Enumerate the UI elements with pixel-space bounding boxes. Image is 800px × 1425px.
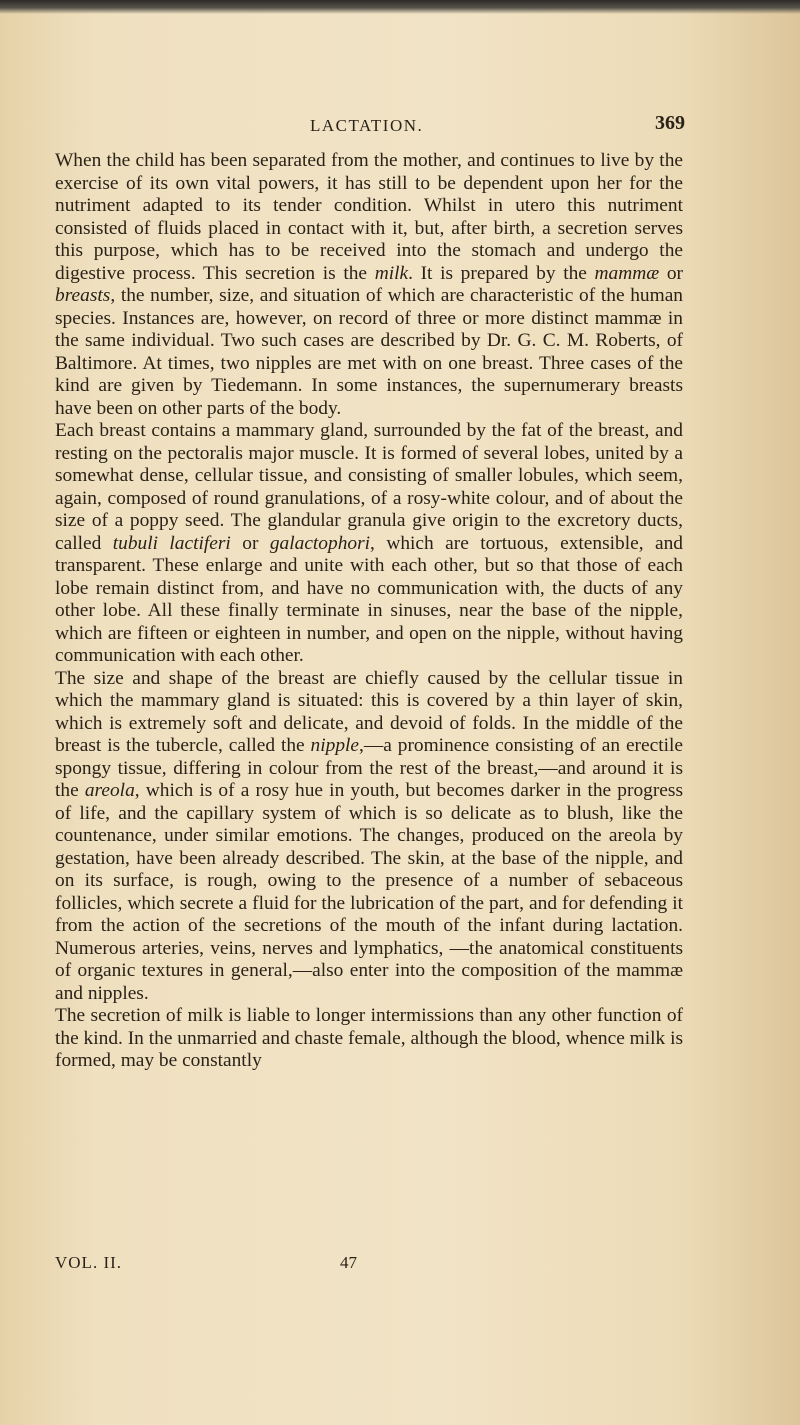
text-run: , which are tortuous, extensible, and transparent. These enlarge and unite with each other, but so that those of each lobe remain distinct from, and have no communication with, the ducts of any other lobe. All these finally terminate in sinuses, near the base of the nipple, which are fifteen or eighteen in number, and open on the nipple, without having communication with each other. <box>55 532 683 666</box>
running-head: LACTATION. <box>310 116 424 135</box>
italic-term: areola <box>84 780 135 801</box>
text-run: The size and shape of the breast are chiefly caused by the cellular tissue in which the mammary gland is situated: this is covered by a thin layer of skin, which is extremely soft and delicate, and devoid of folds. In the middle of the breast is the tubercle, called the <box>55 667 683 756</box>
text-run: or <box>659 262 683 284</box>
text-run: , the number, size, and situation of which are characteristic of the human species. Instances are, however, on record of three or more distinct mammæ in the same individual. Two such cases are described by Dr. G. C. M. Roberts, of Baltimore. At times, two nipples are met with on one breast. Three cases of the kind are given by Tiedemann. In some instances, the supernumerary breasts have been on other parts of the body. <box>55 285 683 419</box>
italic-term: tubuli lactiferi <box>112 532 231 554</box>
text-run: . It is prepared by the <box>408 262 595 284</box>
paragraph <box>55 420 683 668</box>
volume-label: VOL. II. <box>55 1253 123 1272</box>
paragraph <box>55 1005 683 1073</box>
italic-term: breasts <box>55 285 111 306</box>
italic-term: nipple <box>310 735 360 756</box>
text-run: The secretion of milk is liable to longer intermissions than any other function of the kind. In the unmarried and chaste female, although the blood, whence milk is formed, may be constantly <box>55 1005 683 1071</box>
paragraph <box>55 150 683 420</box>
page-header <box>0 100 800 140</box>
page-number: 369 <box>655 112 685 134</box>
signature-mark: 47 <box>340 1253 357 1272</box>
text-run: ,—a prominence consisting of an erectile spongy tissue, differing in colour from the rest of the breast,—and around it is the <box>55 735 683 801</box>
text-run: or <box>230 532 270 554</box>
italic-term: milk <box>374 262 409 284</box>
italic-term: mammæ <box>594 262 660 284</box>
paragraph <box>55 668 683 1006</box>
text-run: Each breast contains a mammary gland, surrounded by the fat of the breast, and resting on the pectoralis major muscle. It is formed of several lobes, united by a somewhat dense, cellular tissue, and consisting of smaller lobules, which seem, again, composed of round granulations, of a rosy-white colour, and of about the size of a poppy seed. The glandular granula give origin to the excretory ducts, called <box>55 420 683 554</box>
page-top-edge <box>0 0 800 14</box>
page-footer <box>55 1253 683 1277</box>
text-run: , which is of a rosy hue in youth, but becomes darker in the progress of life, and the capillary system of which is so delicate as to blush, like the countenance, under similar emotions. The changes, produced on the areola by gestation, have been already described. The skin, at the base of the nipple, and on its surface, is rough, owing to the presence of a number of sebaceous follicles, which secrete a fluid for the lubrication of the part, and for defending it from the action of the secretions of the mouth of the infant during lactation. Numerous arteries, veins, nerves and lymphatics, —the anatomical constituents of organic textures in general,—also enter into the composition of the mammæ and nipples. <box>55 780 683 1004</box>
text-run: When the child has been separated from the mother, and continues to live by the exercise of its own vital powers, it has still to be dependent upon her for the nutriment adapted to its tender condition. Whilst in utero this nutriment consisted of fluids placed in contact with it, but, after birth, a secretion serves this purpose, which has to be received into the stomach and undergo the digestive process. This secretion is the <box>55 150 683 284</box>
body-text <box>55 150 683 1073</box>
italic-term: galactophori <box>269 532 371 554</box>
